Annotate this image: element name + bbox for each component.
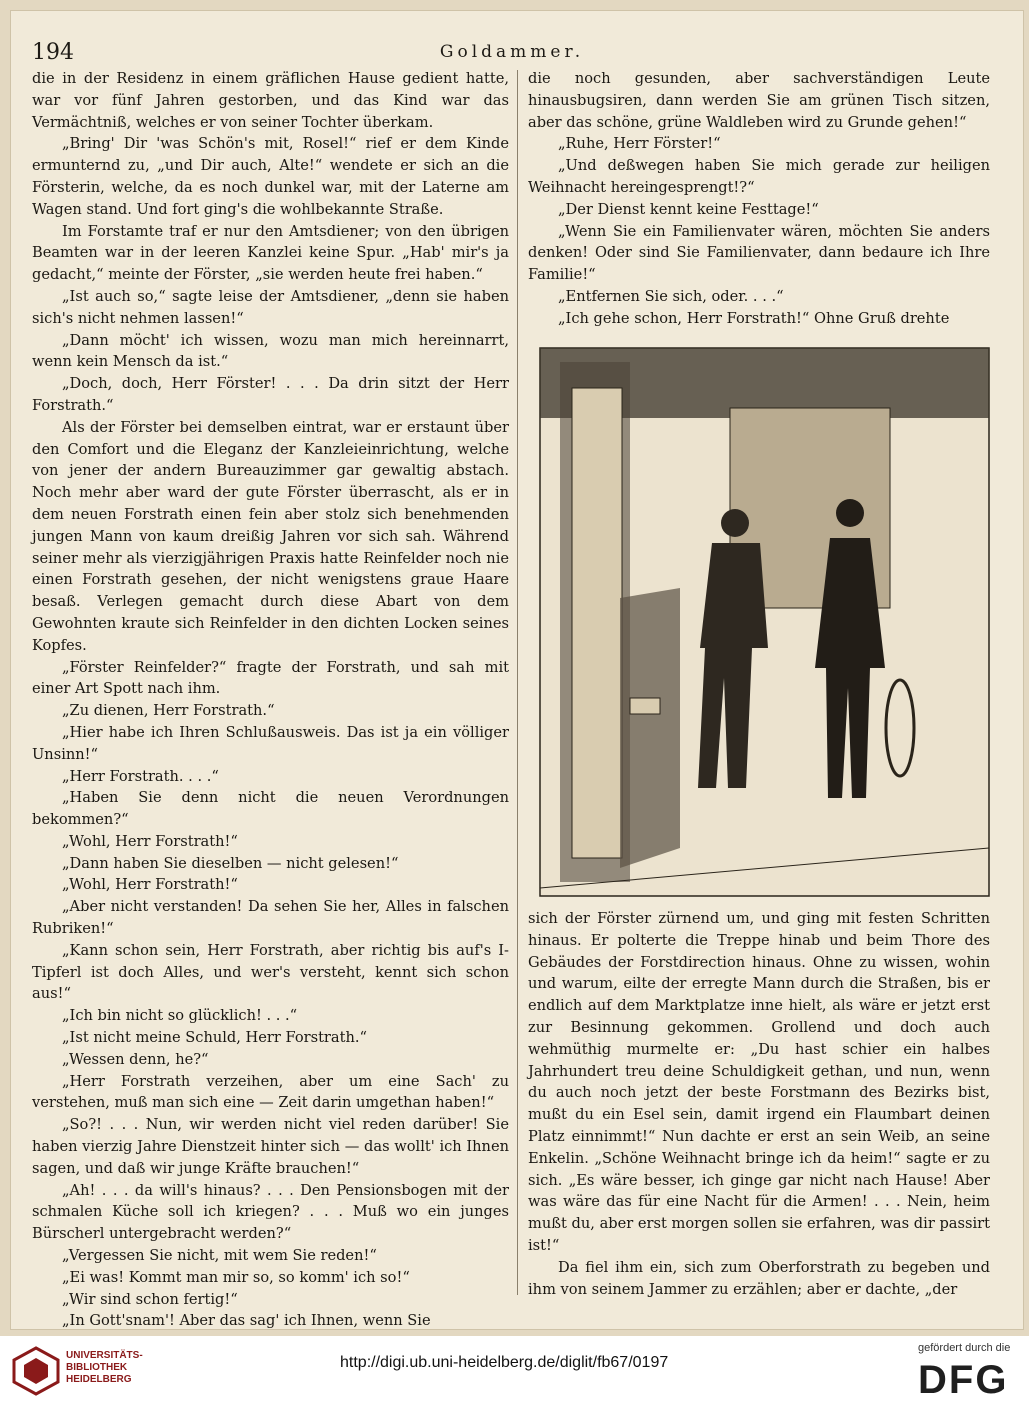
paragraph: die noch gesunden, aber sachverständigen Leute hinausbugsiren, dann werden Sie am grünen Tisch sitzen, aber das schöne, grüne Waldleben wird zu Grunde gehen!“ bbox=[528, 70, 990, 131]
paragraph: „Dann möcht' ich wissen, wozu man mich hereinnarrt, wenn kein Mensch da ist.“ bbox=[32, 331, 509, 371]
university-name bbox=[66, 1350, 143, 1386]
running-title: Goldammer. bbox=[439, 42, 585, 62]
paragraph: „Wessen denn, he?“ bbox=[62, 1050, 209, 1068]
paragraph: „Ist auch so,“ sagte leise der Amtsdiener, „denn sie haben sich's nicht nehmen lassen!“ bbox=[32, 287, 509, 327]
paragraph: „Ei was! Kommt man mir so, so komm' ich so!“ bbox=[62, 1268, 410, 1286]
funded-by-label: gefördert durch die bbox=[918, 1342, 1011, 1354]
right-text-column-bottom bbox=[528, 908, 990, 1298]
paragraph: „Ist nicht meine Schuld, Herr Forstrath.“ bbox=[62, 1029, 367, 1047]
paragraph: „Ruhe, Herr Förster!“ bbox=[558, 135, 721, 153]
paragraph: „Aber nicht verstanden! Da sehen Sie her, Alles in falschen Rubriken!“ bbox=[32, 898, 509, 938]
engraving-illustration bbox=[540, 348, 989, 896]
paragraph: Als der Förster bei demselben eintrat, war er erstaunt über den Comfort und die Eleganz der Kanzleieinrichtung, welche von jener der andern Bureauzimmer gar gewaltig abstach. Noch mehr aber ward der gute Förster überrascht, als er in dem neuen Forstrath einen fein aber stolz sich benehmenden jungen Mann von kaum dreißig Jahren vor sich sah. Während seiner mehr als vierzigjährigen Praxis hatte Reinfelder noch nie einen Forstrath gesehen, der nicht wenigstens graue Haare besaß. Verlegen gemacht durch diese Abart von dem Gewohnten kraute sich Reinfelder in den dichten Locken seines Kopfes. bbox=[32, 418, 509, 654]
page-header bbox=[32, 40, 992, 66]
paragraph: „Hier habe ich Ihren Schlußausweis. Das ist ja ein völliger Unsinn!“ bbox=[32, 723, 509, 763]
left-text-column bbox=[32, 68, 509, 1330]
paragraph: sich der Förster zürnend um, und ging mit festen Schritten hinaus. Er polterte die Treppe hinab und beim Thore des Gebäudes der Forstdirection hinaus. Ohne zu wissen, wohin und warum, eilte der erregte Mann durch die Straßen, bis er endlich auf dem Marktplatze inne hielt, als wäre er jetzt erst zur Besinnung gekommen. Grollend und doch auch wehmüthig murmelte er: „Du hast schier ein halbes Jahrhundert treu deine Schuldigkeit gethan, und nun, wenn du auch noch jetzt der beste Forstmann des Bezirks bist, mußt du ein Esel sein, damit irgend ein Flaumbart deinen Platz einnimmt!“ Nun dachte er erst an sein Weib, an seine Enkelin. „Schöne Weihnacht bringe ich da heim!“ sagte er zu sich. „Es wäre besser, ich ginge gar nicht nach Hause! Aber was wäre das für eine Nacht für die Armen! . . . Nein, heim mußt du, aber erst morgen sollen sie erfahren, was dir passirt ist!“ bbox=[528, 910, 990, 1254]
paragraph: „Wir sind schon fertig!“ bbox=[62, 1290, 238, 1308]
paragraph: „Wohl, Herr Forstrath!“ bbox=[62, 876, 238, 894]
paragraph: „Ah! . . . da will's hinaus? . . . Den Pensionsbogen mit der schmalen Küche soll ich kriegen? . . . Muß wo ein junges Bürscherl untergebracht werden?“ bbox=[32, 1181, 509, 1243]
university-name-line: BIBLIOTHEK bbox=[66, 1362, 128, 1373]
paragraph: „Förster Reinfelder?“ fragte der Forstrath, und sah mit einer Art Spott nach ihm. bbox=[32, 658, 509, 698]
source-url-link[interactable]: http://digi.ub.uni-heidelberg.de/diglit/fb67/0197 bbox=[340, 1354, 669, 1371]
paragraph: „Zu dienen, Herr Forstrath.“ bbox=[62, 702, 275, 720]
paragraph: „Herr Forstrath. . . .“ bbox=[62, 767, 219, 785]
page-number: 194 bbox=[32, 40, 74, 65]
paragraph: „So?! . . . Nun, wir werden nicht viel reden darüber! Sie haben vierzig Jahre Dienstzeit hinter sich — das wollt' ich Ihnen sagen, und daß wir junge Kräfte brauchen!“ bbox=[32, 1116, 509, 1177]
paragraph: Da fiel ihm ein, sich zum Oberforstrath zu begeben und ihm von seinem Jammer zu erzählen; aber er dachte, „der bbox=[528, 1258, 990, 1298]
paragraph: Im Forstamte traf er nur den Amtsdiener; von den übrigen Beamten war in der leeren Kanzlei keine Spur. „Hab' mir's ja gedacht,“ meinte der Förster, „sie werden heute frei haben.“ bbox=[32, 222, 509, 284]
paragraph: „Wenn Sie ein Familienvater wären, möchten Sie anders denken! Oder sind Sie Familienvater, dann bedaure ich Ihre Familie!“ bbox=[528, 222, 990, 284]
paragraph: „In Gott'snam'! Aber das sag' ich Ihnen, wenn Sie bbox=[62, 1312, 431, 1330]
paragraph: „Herr Forstrath verzeihen, aber um eine Sach' zu verstehen, muß man sich eine — Zeit darin umgethan haben!“ bbox=[32, 1072, 509, 1112]
paragraph: „Ich gehe schon, Herr Forstrath!“ Ohne Gruß drehte bbox=[558, 309, 950, 327]
university-name-line: UNIVERSITÄTS- bbox=[66, 1350, 143, 1361]
university-seal-icon bbox=[12, 1346, 60, 1396]
column-divider bbox=[517, 70, 518, 1295]
right-text-column-top bbox=[528, 68, 990, 348]
paragraph: „Ich bin nicht so glücklich! . . .“ bbox=[62, 1007, 298, 1025]
paragraph: „Dann haben Sie dieselben — nicht gelesen!“ bbox=[62, 854, 399, 872]
dfg-logo: DFG bbox=[918, 1358, 1009, 1402]
footer-bar bbox=[0, 1336, 1029, 1407]
stove bbox=[620, 588, 680, 868]
paragraph: die in der Residenz in einem gräflichen Hause gedient hatte, war vor fünf Jahren gestorben, und das Kind war das Vermächtniß, welches er von seiner Tochter überkam. bbox=[32, 70, 509, 131]
paragraph: „Wohl, Herr Forstrath!“ bbox=[62, 832, 238, 850]
paragraph: „Entfernen Sie sich, oder. . . .“ bbox=[558, 287, 784, 305]
paragraph: „Doch, doch, Herr Förster! . . . Da drin sitzt der Herr Forstrath.“ bbox=[32, 375, 509, 414]
paragraph: „Und deßwegen haben Sie mich gerade zur heiligen Weihnacht hereingesprengt!?“ bbox=[528, 157, 990, 196]
paragraph: „Kann schon sein, Herr Forstrath, aber richtig bis auf's I-Tipferl ist doch Alles, und wer's versteht, kennt sich schon aus!“ bbox=[32, 941, 509, 1003]
paragraph: „Vergessen Sie nicht, mit wem Sie reden!“ bbox=[62, 1247, 377, 1265]
university-name-line: HEIDELBERG bbox=[66, 1374, 132, 1385]
paragraph: „Bring' Dir 'was Schön's mit, Rosel!“ rief er dem Kinde ermunternd zu, „und Dir auch, Alte!“ wendete er sich an die Försterin, welche, da es noch dunkel war, mit der Laterne am Wagen stand. Und fort ging's die wohlbekannte Straße. bbox=[32, 135, 509, 218]
paragraph: „Haben Sie denn nicht die neuen Verordnungen bekommen?“ bbox=[32, 789, 509, 829]
paragraph: „Der Dienst kennt keine Festtage!“ bbox=[558, 200, 819, 218]
